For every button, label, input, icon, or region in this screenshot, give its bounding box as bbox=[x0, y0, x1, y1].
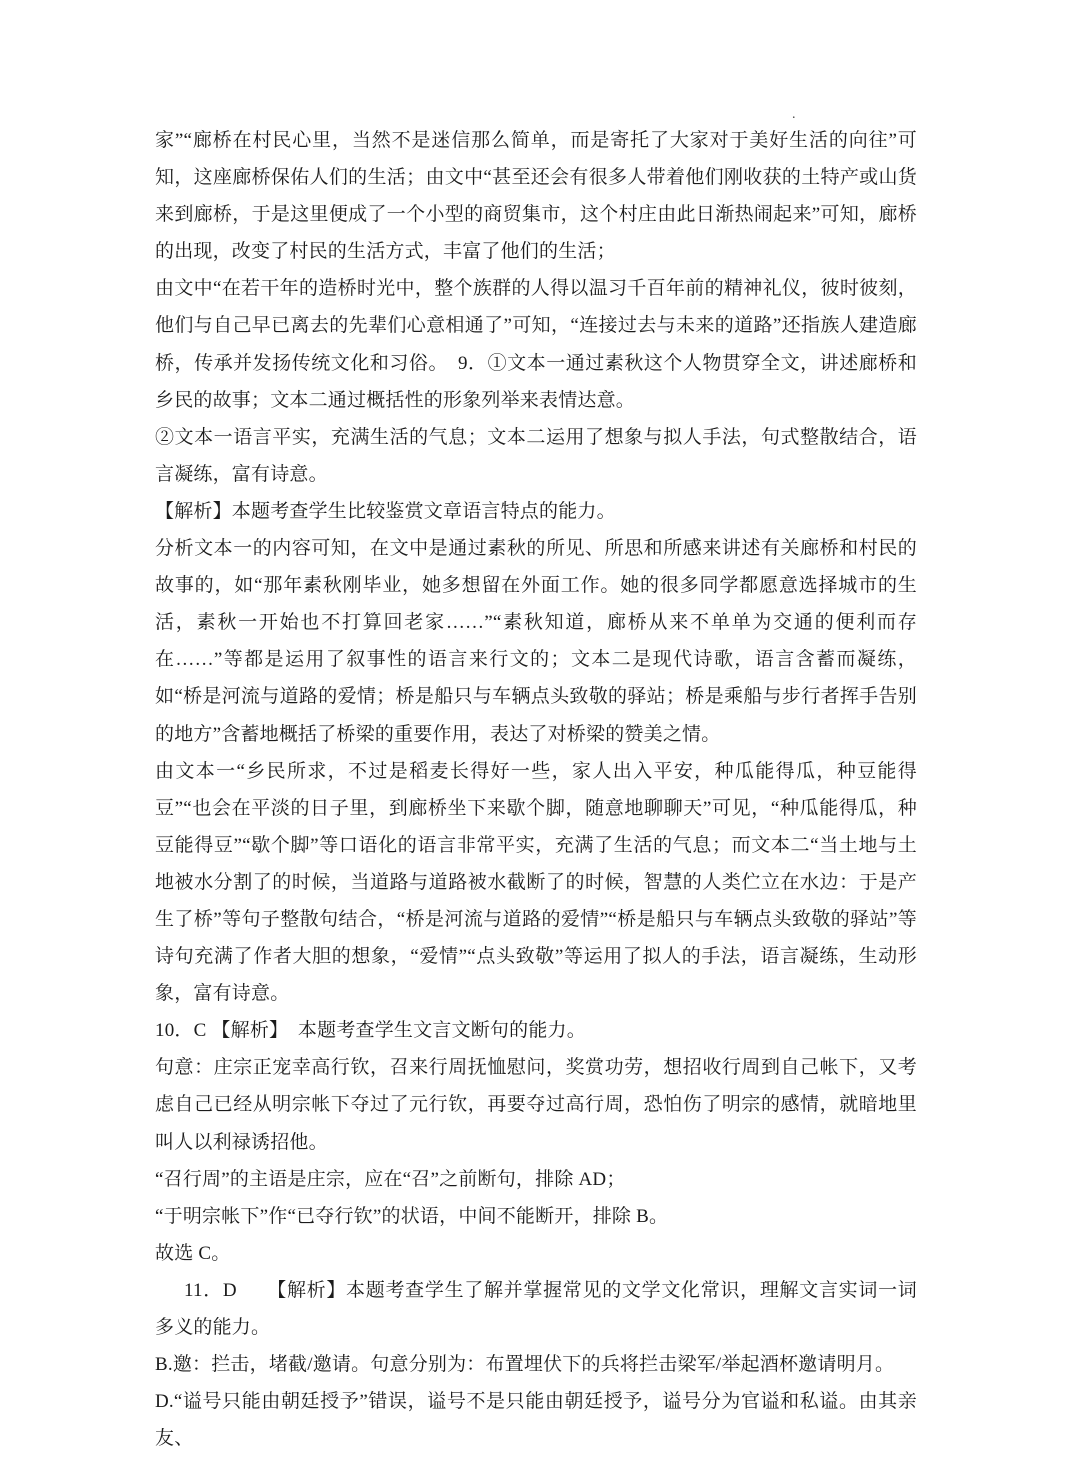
paragraph-q9-analysis-header: 【解析】本题考查学生比较鉴赏文章语言特点的能力。 bbox=[155, 500, 616, 522]
paragraph-q10-answer-line: 10．C 【解析】 本题考查学生文言文断句的能力。 bbox=[155, 1020, 586, 1042]
paragraph-q10-exclude-ad: “召行周”的主语是庄宗，应在“召”之前断句，排除 AD； bbox=[155, 1168, 626, 1190]
paragraph-answer8-part2-and-q9-answer: 由文中“在若干年的造桥时光中，整个族群的人得以温习千百年前的精神礼仪，彼时彼刻，他们与自己早已离去的先辈们心意相通了”可知，“连接过去与未来的道路”还指族人建造廊桥，传承并发扬传统文化和习俗。 9．①文本一通过素秋这个人物贯穿全文，讲述廊桥和乡民的故事；文本二通过概括性的形象列举来表情达意。 bbox=[155, 278, 917, 411]
stray-dot-mark: . bbox=[792, 107, 796, 122]
paragraph-q11-answer-line: 11．D 【解析】本题考查学生了解并掌握常见的文学文化常识，理解文言实词一词多义的能力。 bbox=[155, 1279, 917, 1338]
paragraph-q11-option-b: B.邀：拦击，堵截/邀请。句意分别为：布置埋伏下的兵将拦击梁军/举起酒杯邀请明月。 bbox=[155, 1354, 895, 1376]
paragraph-q9-analysis-text1: 分析文本一的内容可知，在文中是通过素秋的所见、所思和所感来讲述有关廊桥和村民的故事的，如“那年素秋刚毕业，她多想留在外面工作。她的很多同学都愿意选择城市的生活，素秋一开始也不打算回老家……”“素秋知道，廊桥从来不单单为交通的便利而存在……”等都是运用了叙事性的语言来行文的；文本二是现代诗歌，语言含蓄而凝练，如“桥是河流与道路的爱情；桥是船只与车辆点头致敬的驿站；桥是乘船与步行者挥手告别的地方”含蓄地概括了桥梁的重要作用，表达了对桥梁的赞美之情。 bbox=[155, 538, 917, 745]
paragraph-q9-answer-point2: ②文本一语言平实，充满生活的气息；文本二运用了想象与拟人手法，句式整散结合，语言凝练，富有诗意。 bbox=[155, 426, 917, 485]
paragraph-q10-conclusion: 故选 C。 bbox=[155, 1242, 231, 1264]
answer-key-text-block bbox=[155, 122, 917, 1457]
paragraph-q9-analysis-text2: 由文本一“乡民所求，不过是稻麦长得好一些，家人出入平安，种瓜能得瓜，种豆能得豆”“也会在平淡的日子里，到廊桥坐下来歇个脚，随意地聊聊天”可见，“种瓜能得瓜，种豆能得豆”“歇个脚”等口语化的语言非常平实，充满了生活的气息；而文本二“当土地与土地被水分割了的时候，当道路与道路被水截断了的时候，智慧的人类伫立在水边：于是产生了桥”等句子整散句结合，“桥是河流与道路的爱情”“桥是船只与车辆点头致敬的驿站”等诗句充满了作者大胆的想象，“爱情”“点头致敬”等运用了拟人的手法，语言凝练，生动形象，富有诗意。 bbox=[155, 760, 917, 1005]
paragraph-answer8-explanation-part1: 家”“廊桥在村民心里，当然不是迷信那么简单，而是寄托了大家对于美好生活的向往”可知，这座廊桥保佑人们的生活；由文中“甚至还会有很多人带着他们刚收获的土特产或山货来到廊桥，于是这里便成了一个小型的商贸集市，这个村庄由此日渐热闹起来”可知，廊桥的出现，改变了村民的生活方式，丰富了他们的生活； bbox=[155, 130, 917, 263]
paragraph-q10-exclude-b: “于明宗帐下”作“已夺行钦”的状语，中间不能断开，排除 B。 bbox=[155, 1205, 669, 1227]
paragraph-q11-option-d: D.“谥号只能由朝廷授予”错误，谥号不是只能由朝廷授予，谥号分为官谥和私谥。由其亲友、 bbox=[155, 1391, 917, 1450]
paragraph-q10-sentence-meaning: 句意：庄宗正宠幸高行钦，召来行周抚恤慰问，奖赏功劳，想招收行周到自己帐下，又考虑自己已经从明宗帐下夺过了元行钦，再要夺过高行周，恐怕伤了明宗的感情，就暗地里叫人以利禄诱招他。 bbox=[155, 1057, 917, 1153]
